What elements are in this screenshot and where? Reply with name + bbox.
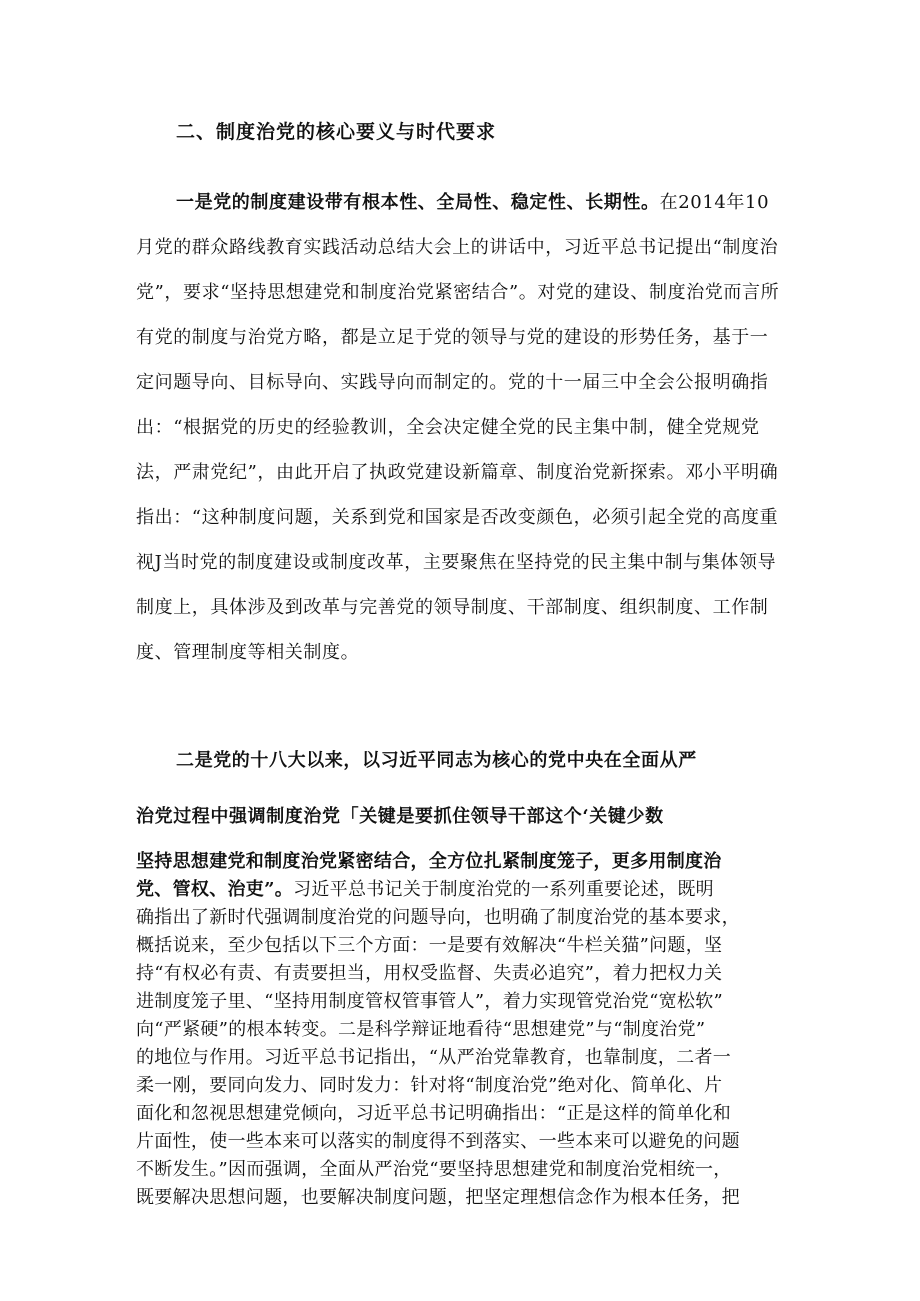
paragraph-1 xyxy=(136,180,786,675)
paragraph-2-line-2: 治党过程中强调制度治党「关键是要抓住领导干部这个‘关键少数 xyxy=(136,806,664,827)
paragraph-3-line-2 xyxy=(136,876,788,904)
paragraph-3 xyxy=(136,848,788,1212)
paragraph-3-line-8: 的地位与作用。习近平总书记指出，“从严治党靠教育，也靠制度，二者一 xyxy=(136,1047,732,1068)
paragraph-3-line-6: 进制度笼子里、“坚持用制度管权管事管人”，着力实现管党治党“宽松软” xyxy=(136,991,724,1012)
paragraph-3-lead-line-1: 坚持思想建党和制度治党紧密结合，全方位扎紧制度笼子，更多用制度治 xyxy=(136,851,722,872)
paragraph-3-line-9: 柔一刚，要同向发力、同时发力：针对将“制度治党”绝对化、简单化、片 xyxy=(136,1075,723,1096)
paragraph-3-line-11: 片面性，使一些本来可以落实的制度得不到落实、一些本来可以避免的问题 xyxy=(136,1131,740,1152)
paragraph-3-line-13: 既要解决思想问题，也要解决制度问题，把坚定理想信念作为根本任务，把 xyxy=(136,1187,740,1208)
paragraph-3-line-2-rest: 习近平总书记关于制度治党的一系列重要论述，既明 xyxy=(293,879,714,900)
paragraph-2 xyxy=(136,733,786,845)
paragraph-3-line-4: 概括说来，至少包括以下三个方面：一是要有效解决“牛栏关猫”问题，坚 xyxy=(136,935,723,956)
paragraph-3-line-5: 持“有权必有责、有责要担当，用权受监督、失责必追究”，着力把权力关 xyxy=(136,963,723,984)
paragraph-3-line-7: 向“严紧硬”的根本转变。二是科学辩证地看待“思想建党”与“制度治党” xyxy=(136,1019,706,1040)
paragraph-2-line-1 xyxy=(136,733,786,789)
paragraph-3-line-3: 确指出了新时代强调制度治党的问题导向，也明确了制度治党的基本要求， xyxy=(136,907,740,928)
paragraph-1-body: 在2014年10月党的群众路线教育实践活动总结大会上的讲话中，习近平总书记提出“制度治党”，要求“坚持思想建党和制度治党紧密结合”。对党的建设、制度治党而言所有党的制度与治党方略，都是立足于党的领导与党的建设的形势任务，基于一定问题导向、目标导向、实践导向而制定的。党的十一届三中全会公报明确指出：“根据党的历史的经验教训，全会决定健全党的民主集中制，健全党规党法，严肃党纪”，由此开启了执政党建设新篇章、制度治党新探索。邓小平明确指出：“这种制度问题，关系到党和国家是否改变颜色，必须引起全党的高度重视J当时党的制度建设或制度改革，主要聚焦在坚持党的民主集中制与集体领导制度上，具体涉及到改革与完善党的领导制度、干部制度、组织制度、工作制度、管理制度等相关制度。 xyxy=(136,192,780,663)
paragraph-3-line-10: 面化和忽视思想建党倾向，习近平总书记明确指出：“正是这样的简单化和 xyxy=(136,1103,732,1124)
paragraph-3-line-12: 不断发生。”因而强调，全面从严治党“要坚持思想建党和制度治党相统一， xyxy=(136,1159,732,1180)
paragraph-2-line-1-text: 二是党的十八大以来，以习近平同志为核心的党中央在全面从严 xyxy=(176,750,697,771)
paragraph-3-lead-line-2: 党、管权、治吏”。 xyxy=(136,879,294,900)
section-heading: 二、制度治党的核心要义与时代要求 xyxy=(176,121,497,143)
paragraph-1-lead: 一是党的制度建设带有根本性、全局性、稳定性、长期性。 xyxy=(176,192,660,213)
